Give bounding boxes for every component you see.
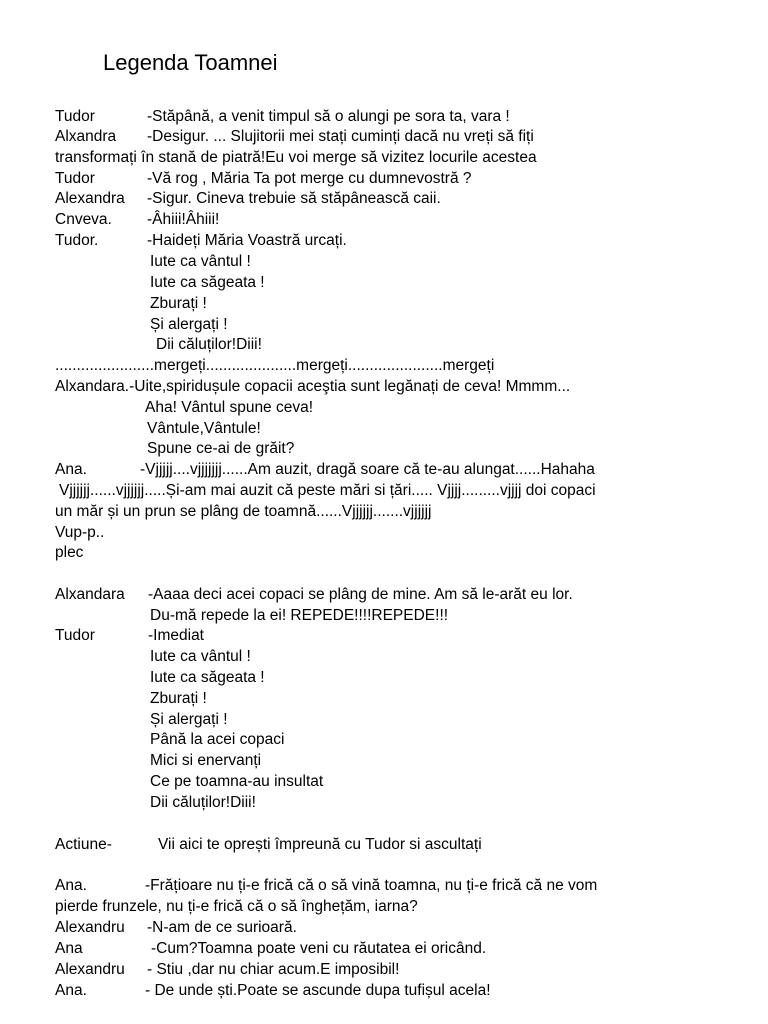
verse-line: Spune ce-ai de grăit? bbox=[147, 440, 295, 457]
dialogue-line: .......................mergeți.....................mergeți......................mergeți bbox=[55, 357, 495, 374]
speaker-label: Tudor. bbox=[55, 232, 99, 249]
speaker-label: Actiune- bbox=[55, 836, 112, 853]
verse-line: Până la acei copaci bbox=[150, 731, 285, 748]
dialogue-line: Vjjjjjj......vjjjjjj.....Și-am mai auzit că peste mări si țări..... Vjjjj.........vjjjj doi copaci bbox=[59, 482, 596, 499]
verse-line: Iute ca vântul ! bbox=[150, 253, 251, 270]
verse-line: Mici si enervanți bbox=[150, 752, 262, 769]
dialogue-line: Vup-p.. bbox=[55, 524, 105, 541]
speaker-label: Tudor bbox=[55, 627, 95, 644]
verse-line: Iute ca săgeata ! bbox=[150, 669, 265, 686]
dialogue-line: -Imediat bbox=[148, 627, 204, 644]
speaker-label: Tudor bbox=[55, 108, 95, 125]
dialogue-line: -Âhiii!Âhiii! bbox=[147, 211, 220, 228]
dialogue-line: -N-am de ce surioară. bbox=[147, 919, 297, 936]
verse-line: Iute ca vântul ! bbox=[150, 648, 251, 665]
speaker-label: Ana. bbox=[55, 877, 87, 894]
verse-line: Dii căluților!Diii! bbox=[156, 336, 262, 353]
speaker-label: Alexandra bbox=[55, 190, 125, 207]
speaker-label: Ana. bbox=[55, 461, 87, 478]
dialogue-line: -Sigur. Cineva trebuie să stăpânească caii. bbox=[147, 190, 441, 207]
speaker-label: Alxandra bbox=[55, 128, 117, 145]
verse-line: Iute ca săgeata ! bbox=[150, 274, 265, 291]
dialogue-line: Du-mă repede la ei! REPEDE!!!!REPEDE!!! bbox=[150, 607, 449, 624]
dialogue-line: -Haideți Măria Voastră urcați. bbox=[147, 232, 347, 249]
dialogue-line: pierde frunzele, nu ți-e frică că o să înghețăm, iarna? bbox=[55, 898, 418, 915]
dialogue-line: -Aaaa deci acei copaci se plâng de mine. Am să le-arăt eu lor. bbox=[148, 586, 573, 603]
dialogue-line: -Cum?Toamna poate veni cu răutatea ei oricând. bbox=[151, 940, 487, 957]
dialogue-line: -Vă rog , Măria Ta pot merge cu dumnevostră ? bbox=[147, 170, 472, 187]
dialogue-line: Vii aici te oprești împreună cu Tudor si ascultați bbox=[158, 836, 482, 853]
dialogue-line: - Stiu ,dar nu chiar acum.E imposibil! bbox=[147, 961, 400, 978]
verse-line: Și alergați ! bbox=[150, 316, 228, 333]
speaker-label: Ana bbox=[55, 940, 83, 957]
verse-line: Ce pe toamna-au insultat bbox=[150, 773, 324, 790]
speaker-label: Tudor bbox=[55, 170, 95, 187]
speaker-label: Alexandru bbox=[55, 919, 125, 936]
document-title: Legenda Toamnei bbox=[103, 50, 278, 75]
dialogue-line: plec bbox=[55, 544, 84, 561]
dialogue-line: - De unde ști.Poate se ascunde dupa tufișul acela! bbox=[145, 982, 491, 999]
verse-line: Zburați ! bbox=[150, 690, 207, 707]
verse-line: Și alergați ! bbox=[150, 711, 228, 728]
speaker-label: Alexandru bbox=[55, 961, 125, 978]
speaker-label: Ana. bbox=[55, 982, 87, 999]
verse-line: Vântule,Vântule! bbox=[147, 420, 261, 437]
dialogue-line: -Desigur. ... Slujitorii mei stați cuminți dacă nu vreți să fiți bbox=[147, 128, 534, 145]
dialogue-line: un măr și un prun se plâng de toamnă......Vjjjjjj.......vjjjjjj bbox=[55, 503, 432, 520]
verse-line: Dii căluților!Diii! bbox=[150, 794, 256, 811]
verse-line: Aha! Vântul spune ceva! bbox=[145, 399, 314, 416]
dialogue-line: -Stăpână, a venit timpul să o alungi pe sora ta, vara ! bbox=[147, 108, 510, 125]
dialogue-line: -Frățioare nu ți-e frică că o să vină toamna, nu ți-e frică că ne vom bbox=[145, 877, 598, 894]
speaker-label: Alxandara bbox=[55, 586, 125, 603]
dialogue-line: transformați în stană de piatră!Eu voi merge să vizitez locurile acestea bbox=[55, 149, 537, 166]
verse-line: Zburați ! bbox=[150, 295, 207, 312]
speaker-label: Cnveva. bbox=[55, 211, 112, 228]
dialogue-line: -Vjjjjj....vjjjjjjj......Am auzit, dragă soare că te-au alungat......Hahaha bbox=[140, 461, 595, 478]
dialogue-line: Alxandara.-Uite,spiridușule copacii aceştia sunt legănați de ceva! Mmmm... bbox=[55, 378, 571, 395]
